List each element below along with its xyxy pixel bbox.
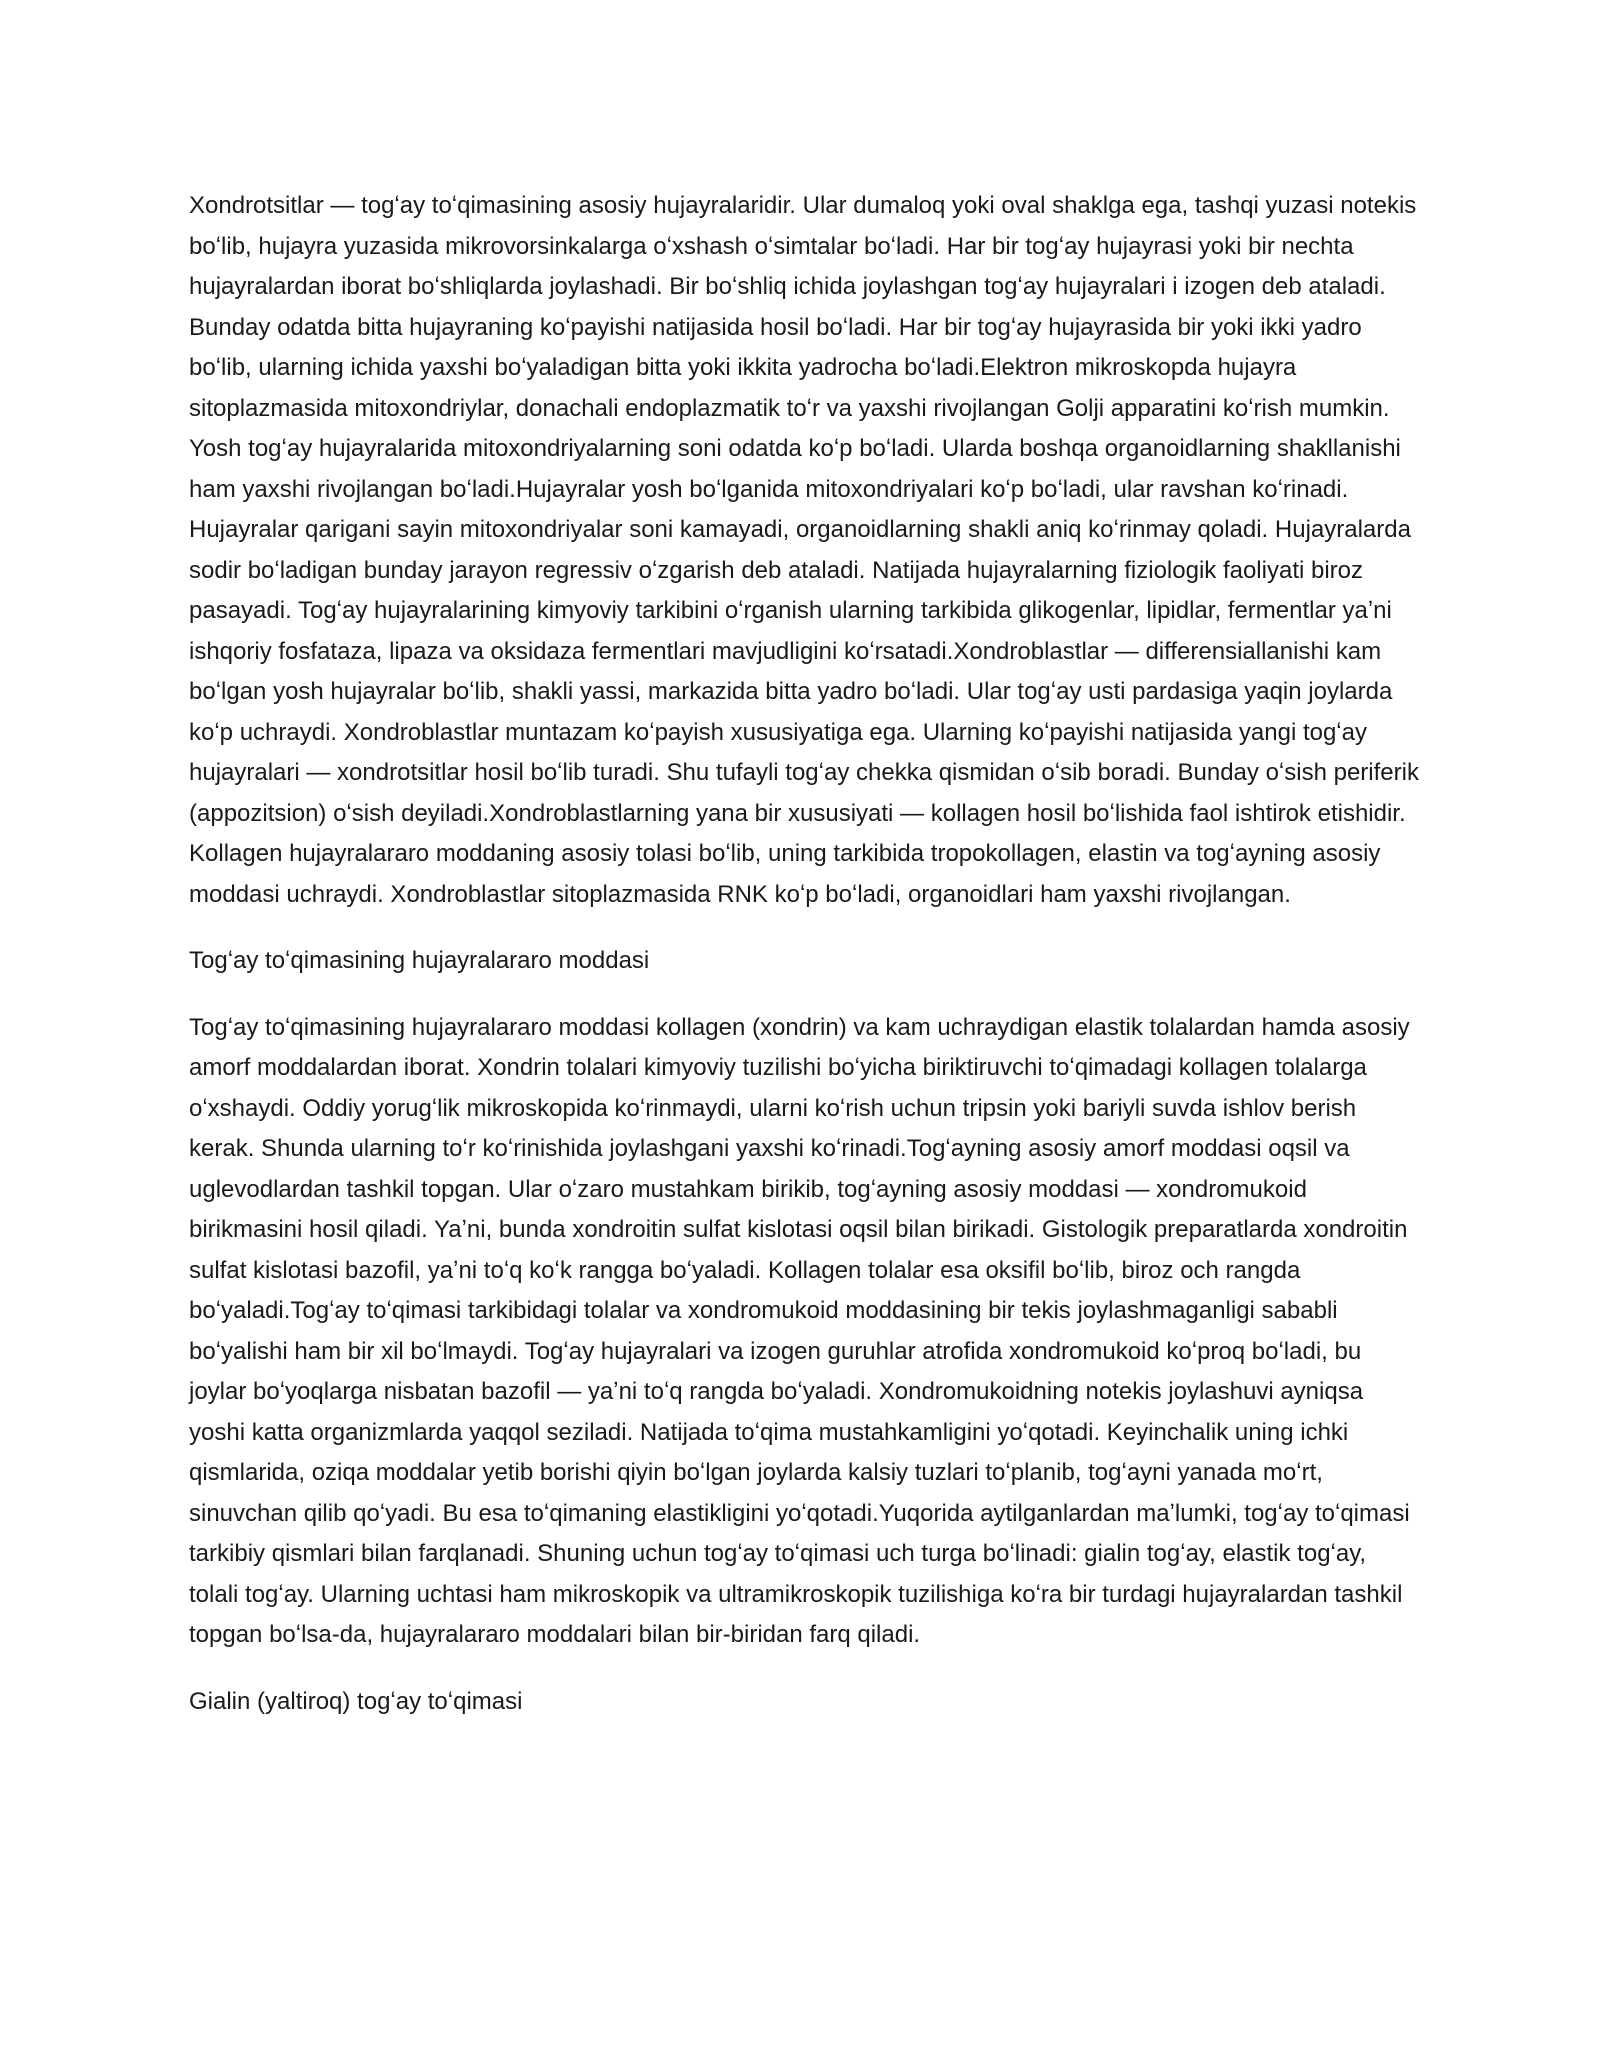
- document-page: [189, 186, 1421, 1722]
- section-heading-hyaline-cartilage: Gialin (yaltiroq) togʻay toʻqimasi: [189, 1687, 523, 1715]
- paragraph-intercellular-substance: Togʻay toʻqimasining hujayralararo moddasi kollagen (xondrin) va kam uchraydigan elastik tolalardan hamda asosiy amorf moddalardan iborat. Xondrin tolalari kimyoviy tuzilishi boʻyicha biriktiruvchi toʻqimadagi kollagen tolalarga oʻxshaydi. Oddiy yorugʻlik mikroskopida koʻrinmaydi, ularni koʻrish uchun tripsin yoki bariyli suvda ishlov berish kerak. Shunda ularning toʻr koʻrinishida joylashgani yaxshi koʻrinadi.Togʻayning asosiy amorf moddasi oqsil va uglevodlardan tashkil topgan. Ular oʻzaro mustahkam birikib, togʻayning asosiy moddasi — xondromukoid birikmasini hosil qiladi. Yaʼni, bunda xondroitin sulfat kislotasi oqsil bilan birikadi. Gistologik preparatlarda xondroitin sulfat kislotasi bazofil, yaʼni toʻq koʻk rangga boʻyaladi. Kollagen tolalar esa oksifil boʻlib, biroz och rangda boʻyaladi.Togʻay toʻqimasi tarkibidagi tolalar va xondromukoid moddasining bir tekis joylashmaganligi sababli boʻyalishi ham bir xil boʻlmaydi. Togʻay hujayralari va izogen guruhlar atrofida xondromukoid koʻproq boʻladi, bu joylar boʻyoqlarga nisbatan bazofil — yaʼni toʻq rangda boʻyaladi. Xondromukoidning notekis joylashuvi ayniqsa yoshi katta organizmlarda yaqqol seziladi. Natijada toʻqima mustahkamligini yoʻqotadi. Keyinchalik uning ichki qismlarida, oziqa moddalar yetib borishi qiyin boʻlgan joylarda kalsiy tuzlari toʻplanib, togʻayni yanada moʻrt, sinuvchan qilib qoʻyadi. Bu esa toʻqimaning elastikligini yoʻqotadi.Yuqorida aytilganlardan maʼlumki, togʻay toʻqimasi tarkibiy qismlari bilan farqlanadi. Shuning uchun togʻay toʻqimasi uch turga boʻlinadi: gialin togʻay, elastik togʻay, tolali togʻay. Ularning uchtasi ham mikroskopik va ultramikroskopik tuzilishiga koʻra bir turdagi hujayralardan tashkil topgan boʻlsa-da, hujayralararo moddalari bilan bir-biridan farq qiladi.: [189, 1013, 1410, 1648]
- section-heading-intercellular-substance: Togʻay toʻqimasining hujayralararo moddasi: [189, 947, 650, 974]
- paragraph-chondrocytes: Xondrotsitlar — togʻay toʻqimasining asosiy hujayralaridir. Ular dumaloq yoki oval shaklga ega, tashqi yuzasi notekis boʻlib, hujayra yuzasida mikrovorsinkalarga oʻxshash oʻsimtalar boʻladi. Har bir togʻay hujayrasi yoki bir nechta hujayralardan iborat boʻshliqlarda joylashadi. Bir boʻshliq ichida joylashgan togʻay hujayralari i izogen deb ataladi. Bunday odatda bitta hujayraning koʻpayishi natijasida hosil boʻladi. Har bir togʻay hujayrasida bir yoki ikki yadro boʻlib, ularning ichida yaxshi boʻyaladigan bitta yoki ikkita yadrocha boʻladi.Elektron mikroskopda hujayra sitoplazmasida mitoxondriylar, donachali endoplazmatik toʻr va yaxshi rivojlangan Golji apparatini koʻrish mumkin. Yosh togʻay hujayralarida mitoxondriyalarning soni odatda koʻp boʻladi. Ularda boshqa organoidlarning shakllanishi ham yaxshi rivojlangan boʻladi.Hujayralar yosh boʻlganida mitoxondriyalari koʻp boʻladi, ular ravshan koʻrinadi. Hujayralar qarigani sayin mitoxondriyalar soni kamayadi, organoidlarning shakli aniq koʻrinmay qoladi. Hujayralarda sodir boʻladigan bunday jarayon regressiv oʻzgarish deb ataladi. Natijada hujayralarning fiziologik faoliyati biroz pasayadi. Togʻay hujayralarining kimyoviy tarkibini oʻrganish ularning tarkibida glikogenlar, lipidlar, fermentlar yaʼni ishqoriy fosfataza, lipaza va oksidaza fermentlari mavjudligini koʻrsatadi.Xondroblastlar — differensiallanishi kam boʻlgan yosh hujayralar boʻlib, shakli yassi, markazida bitta yadro boʻladi. Ular togʻay usti pardasiga yaqin joylarda koʻp uchraydi. Xondroblastlar muntazam koʻpayish xususiyatiga ega. Ularning koʻpayishi natijasida yangi togʻay hujayralari — xondrotsitlar hosil boʻlib turadi. Shu tufayli togʻay chekka qismidan oʻsib boradi. Bunday oʻsish periferik (appozitsion) oʻsish deyiladi.Xondroblastlarning yana bir xususiyati — kollagen hosil boʻlishida faol ishtirok etishidir. Kollagen hujayralararo moddaning asosiy tolasi boʻlib, uning tarkibida tropokollagen, elastin va togʻayning asosiy moddasi uchraydi. Xondroblastlar sitoplazmasida RNK koʻp boʻladi, organoidlari ham yaxshi rivojlangan.: [189, 192, 1419, 908]
